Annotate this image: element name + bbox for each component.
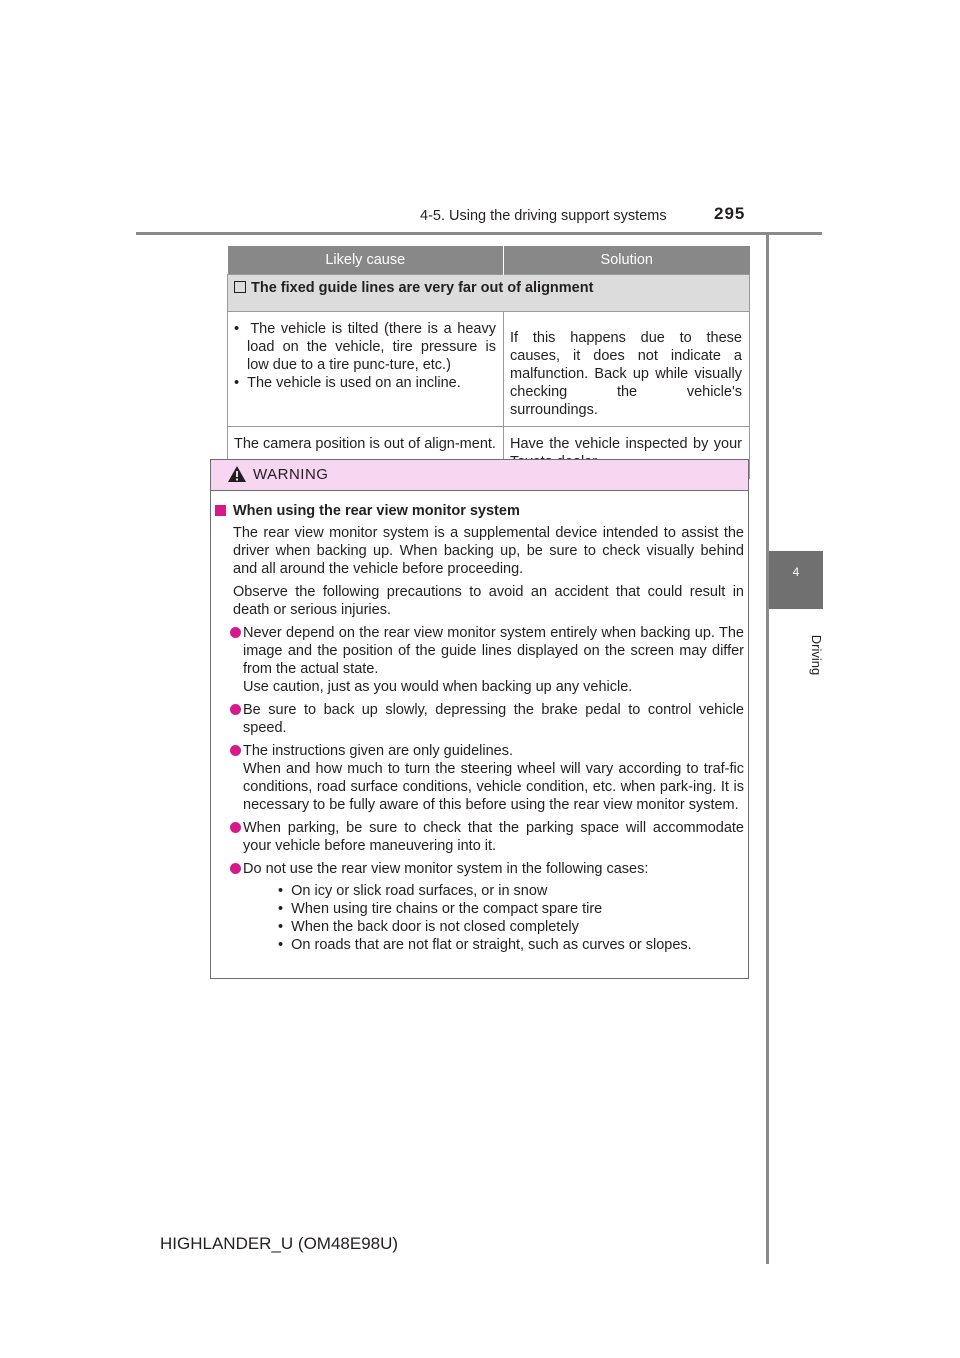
case-item: • On icy or slick road surfaces, or in snow [278,883,548,899]
warning-section-title [211,502,744,520]
warning-item-text: Do not use the rear view monitor system in the following cases: [243,861,649,877]
warning-item [211,624,744,696]
case-item: • When using tire chains or the compact spare tire [278,901,603,917]
warning-item [211,742,744,814]
warning-title: WARNING [253,466,329,483]
circle-bullet-icon [230,704,241,715]
warning-item [211,819,744,855]
cause-cell: The camera position is out of align-ment. [228,427,504,479]
warning-item-text: Be sure to back up slowly, depressing the brake pedal to control vehicle speed. [243,702,744,736]
section-title: 4-5. Using the driving support systems [420,208,667,224]
warning-body [211,502,744,954]
case-item-text: On icy or slick road surfaces, or in snow [291,883,548,899]
case-item-text: When using tire chains or the compact spare tire [291,901,603,917]
warning-item-text: Use caution, just as you would when backing up any vehicle. [243,679,633,695]
cause-bullet-text: The vehicle is tilted (there is a heavy load on the vehicle, tire pressure is low due to a tire punc-ture, etc.) [247,321,496,373]
chapter-label: Driving [809,634,824,676]
solution-cell: If this happens due to these causes, it does not indicate a malfunction. Back up while visually checking the vehicle's surroundings. [504,312,750,427]
warning-box [210,459,749,979]
circle-bullet-icon [230,745,241,756]
warning-paragraph: The rear view monitor system is a supplemental device intended to assist the driver when backing up. When backing up, be sure to check visually behind and all around the vehicle before proceeding. [233,525,744,577]
circle-bullet-icon [230,627,241,638]
category-label: The fixed guide lines are very far out of alignment [251,280,594,296]
warning-item [211,860,744,954]
square-bullet-icon [215,505,226,516]
chapter-number: 4 [792,565,800,579]
checkbox-icon [234,281,246,293]
solution-cell: Have the vehicle inspected by your [504,427,750,479]
cause-bullet-text: The vehicle is used on an incline. [247,375,461,391]
chapter-tab[interactable] [769,551,823,609]
warning-header [211,460,748,491]
cause-cell [228,312,504,427]
circle-bullet-icon [230,863,241,874]
category-cell [228,275,750,312]
cause-bullet: • The vehicle is used on an incline. [234,375,461,391]
warning-item [211,701,744,737]
warning-section-title-text: When using the rear view monitor system [233,503,520,519]
cause-bullet: • The vehicle is tilted (there is a heavy load on the vehicle, tire pressure is low due to a tire punc-ture, etc.) [234,321,496,373]
warning-item-text: Never depend on the rear view monitor system entirely when backing up. The image and the position of the guide lines displayed on the screen may differ from the actual state. [243,625,744,677]
header-divider [136,232,822,235]
table-row [228,312,750,427]
side-divider [766,234,769,1264]
table-category-row [228,275,750,312]
column-header-cause: Likely cause [228,246,504,275]
case-item: • When the back door is not closed completely [278,919,579,935]
troubleshooting-table [227,246,750,479]
warning-triangle-icon [227,465,247,483]
circle-bullet-icon [230,822,241,833]
case-item-text: When the back door is not closed completely [291,919,579,935]
table-header-row [228,246,750,275]
footer-model-code: HIGHLANDER_U (OM48E98U) [160,1234,399,1253]
page-number: 295 [714,204,746,223]
warning-paragraph: Observe the following precautions to avoid an accident that could result in death or serious injuries. [233,584,744,618]
warning-item-text: When and how much to turn the steering wheel will vary according to traf-fic conditions, road surface conditions, vehicle condition, etc. when park-ing. It is necessary to be fully aware of this before using the rear view monitor system. [243,761,744,813]
case-item: • On roads that are not flat or straight, such as curves or slopes. [278,937,692,953]
warning-item-text: The instructions given are only guidelines. [243,743,514,759]
case-item-text: On roads that are not flat or straight, such as curves or slopes. [291,937,692,953]
column-header-solution: Solution [504,246,750,275]
case-list [243,882,744,954]
warning-item-text: When parking, be sure to check that the parking space will accommodate your vehicle before maneuvering into it. [243,820,744,854]
